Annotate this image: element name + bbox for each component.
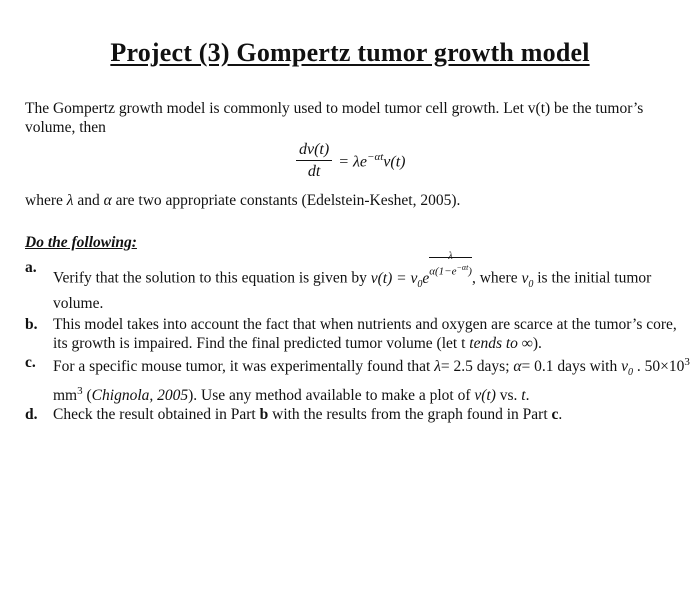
exponent-inner: −αt bbox=[456, 263, 469, 272]
task-text: ( bbox=[82, 387, 92, 405]
where-text: where bbox=[25, 192, 67, 209]
task-text: mm bbox=[53, 387, 78, 405]
lambda-symbol: λ bbox=[66, 192, 74, 209]
task-d bbox=[25, 405, 695, 424]
task-text: = 2.5 days; bbox=[440, 357, 514, 375]
math-v: v bbox=[621, 357, 629, 375]
math-v: v(t) = v bbox=[370, 269, 418, 287]
superscript: 3 bbox=[684, 355, 690, 368]
task-text: . bbox=[558, 406, 563, 424]
part-reference: b bbox=[259, 406, 269, 424]
task-text: Verify that the solution to this equation is given by bbox=[53, 269, 371, 287]
task-a bbox=[25, 251, 695, 313]
task-list bbox=[25, 251, 695, 424]
task-text: = 0.1 days with bbox=[521, 357, 622, 375]
task-text: is the initial tumor volume. bbox=[53, 269, 652, 312]
exponent-body bbox=[429, 251, 472, 282]
task-text: . 50×10 bbox=[633, 357, 685, 375]
equation-rhs bbox=[338, 151, 405, 171]
task-letter: c. bbox=[25, 353, 36, 371]
part-reference: c bbox=[551, 406, 559, 424]
section-heading: Do the following: bbox=[25, 234, 137, 251]
task-letter: b. bbox=[25, 315, 38, 333]
page-title: Project (3) Gompertz tumor growth model bbox=[110, 38, 590, 67]
math-subscript: 0 bbox=[628, 367, 634, 378]
task-text: , where bbox=[471, 269, 522, 287]
solution-exponent bbox=[429, 251, 472, 288]
rhs-prefix: = λe bbox=[338, 153, 368, 171]
fraction-numerator: dv(t) bbox=[296, 140, 332, 161]
citation: Chignola, 2005 bbox=[91, 387, 189, 405]
task-letter: d. bbox=[25, 406, 38, 424]
math-v0 bbox=[621, 357, 634, 378]
math-t: t bbox=[521, 387, 526, 405]
math-subscript: 0 bbox=[528, 278, 534, 290]
constants-line bbox=[25, 192, 460, 210]
task-letter: a. bbox=[25, 259, 37, 276]
superscript: 3 bbox=[77, 385, 83, 397]
alpha-symbol: α bbox=[513, 357, 522, 375]
task-text: For a specific mouse tumor, it was experimentally found that bbox=[53, 357, 435, 375]
task-text: . bbox=[525, 387, 530, 405]
lambda-symbol: λ bbox=[434, 357, 441, 375]
solution-lhs bbox=[370, 269, 430, 290]
and-text: and bbox=[73, 192, 104, 209]
constants-text: are two appropriate constants (Edelstein-Keshet, 2005). bbox=[111, 192, 461, 209]
math-v: v bbox=[521, 269, 529, 287]
fraction-denominator: dt bbox=[307, 163, 321, 180]
derivative-fraction bbox=[296, 140, 332, 183]
gompertz-equation bbox=[296, 140, 406, 183]
math-vt: v(t) bbox=[474, 387, 496, 405]
limit-phrase: tends to ∞ bbox=[469, 334, 533, 352]
task-text: This model takes into account the fact that when nutrients and oxygen are scarce at the tumor’s core, its growth is impaired. Find the final predicted tumor volume (let t bbox=[53, 315, 677, 352]
intro-paragraph: The Gompertz growth model is commonly used to model tumor cell growth. Let v(t) be the tumor’s volume, then bbox=[25, 100, 644, 136]
task-c bbox=[25, 353, 695, 405]
task-text: vs. bbox=[495, 387, 522, 405]
exponent-main: α(1−e bbox=[429, 265, 457, 278]
math-subscript: 0 bbox=[417, 278, 423, 290]
exponent-bar bbox=[429, 257, 472, 258]
exponent-close: ) bbox=[468, 265, 472, 278]
math-v0 bbox=[521, 269, 534, 290]
task-text: ). bbox=[532, 334, 542, 352]
rhs-exponent: −αt bbox=[367, 151, 384, 164]
rhs-suffix: v(t) bbox=[383, 153, 406, 171]
task-b bbox=[25, 315, 695, 353]
math-e: e bbox=[422, 269, 430, 287]
alpha-symbol: α bbox=[103, 192, 112, 209]
task-text: Check the result obtained in Part bbox=[53, 406, 260, 424]
task-text: with the results from the graph found in Part bbox=[268, 406, 552, 424]
task-text: ). Use any method available to make a plot of bbox=[188, 387, 475, 405]
exponent-lambda: λ bbox=[448, 251, 453, 262]
